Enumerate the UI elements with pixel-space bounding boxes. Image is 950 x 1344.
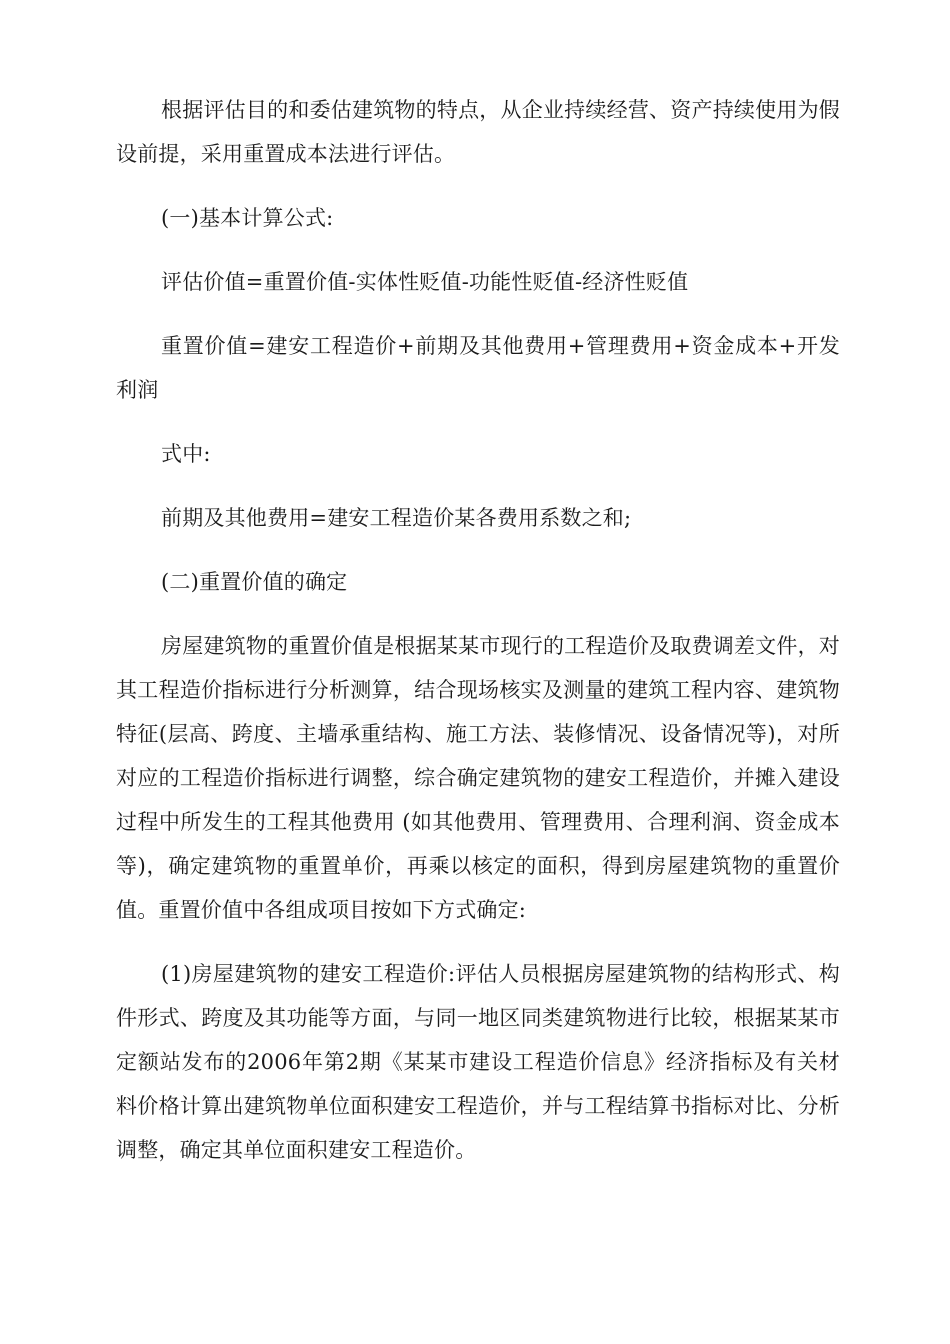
paragraph-replacement-value-detail: 房屋建筑物的重置价值是根据某某市现行的工程造价及取费调差文件，对其工程造价指标进行分析测算，结合现场核实及测量的建筑工程内容、建筑物特征(层高、跨度、主墙承重结构、施工方法、装修情况、设备情况等)，对所对应的工程造价指标进行调整，综合确定建筑物的建安工程造价，并摊入建设过程中所发生的工程其他费用 (如其他费用、管理费用、合理利润、资金成本等)，确定建筑物的重置单价，再乘以核定的面积，得到房屋建筑物的重置价值。重置价值中各组成项目按如下方式确定: (116, 634, 840, 922)
paragraph-construction-cost: (1)房屋建筑物的建安工程造价:评估人员根据房屋建筑物的结构形式、构件形式、跨度及其功能等方面，与同一地区同类建筑物进行比较，根据某某市定额站发布的2006年第2期《某某市建设工程造价信息》经济指标及有关材料价格计算出建筑物单位面积建安工程造价，并与工程结算书指标对比、分析调整，确定其单位面积建安工程造价。 (116, 962, 840, 1162)
paragraph-method-intro: 根据评估目的和委估建筑物的特点，从企业持续经营、资产持续使用为假设前提，采用重置成本法进行评估。 (116, 98, 840, 166)
document-body (116, 88, 840, 1192)
formula-replacement-value: 重置价值=建安工程造价+前期及其他费用+管理费用+资金成本+开发利润 (116, 334, 840, 402)
formula-assessed-value: 评估价值=重置价值-实体性贬值-功能性贬值-经济性贬值 (161, 270, 689, 294)
formula-where-label: 式中: (161, 442, 211, 466)
heading-replacement-value: (二)重置价值的确定 (161, 570, 348, 594)
formula-preliminary-costs: 前期及其他费用=建安工程造价某各费用系数之和; (161, 506, 632, 530)
heading-basic-formula: (一)基本计算公式: (161, 206, 334, 230)
